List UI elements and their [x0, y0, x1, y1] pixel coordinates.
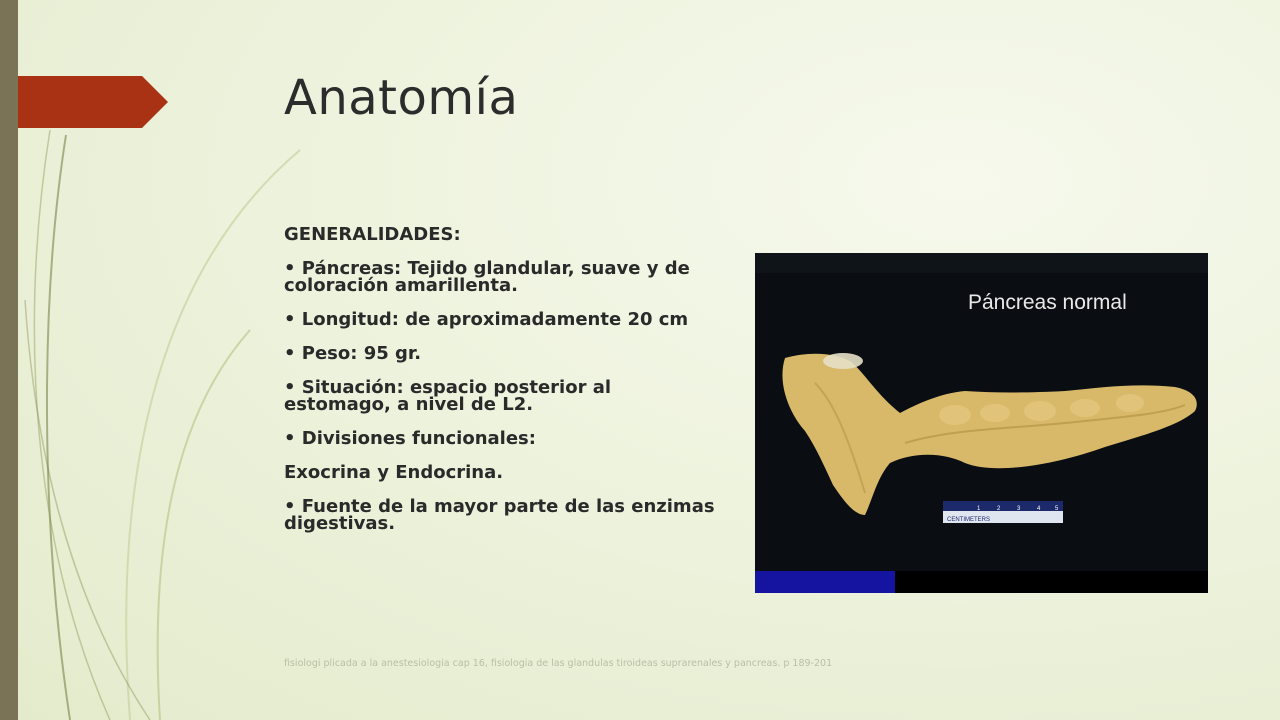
ruler-number: 2 [997, 506, 1001, 512]
photo-caption: Páncreas normal [968, 291, 1127, 314]
bullet-item: • Peso: 95 gr. [284, 343, 422, 364]
measurement-ruler [943, 501, 1063, 523]
title-accent-arrow [18, 76, 168, 128]
bullet-item: • Páncreas: Tejido glandular, suave y de coloración amarillenta. [284, 258, 690, 296]
ruler-label: CENTIMETERS [947, 517, 991, 523]
footnote-citation: fisiologi plicada a la anestesiologia cap 16, fisiologia de las glandulas tiroideas suprarenales y pancreas. p 189-201 [284, 658, 833, 669]
ruler-number: 4 [1037, 506, 1041, 512]
slide-title: Anatomía [284, 70, 519, 126]
pancreas-photo [755, 253, 1208, 593]
ruler-number: 5 [1055, 506, 1059, 512]
bullet-item: • Fuente de la mayor parte de las enzimas digestivas. [284, 496, 715, 534]
bullet-item: • Situación: espacio posterior al estomago, a nivel de L2. [284, 377, 612, 415]
bullet-item: • Longitud: de aproximadamente 20 cm [284, 309, 689, 330]
ruler-number: 3 [1017, 506, 1021, 512]
section-heading: GENERALIDADES: [284, 224, 461, 245]
plain-item: Exocrina y Endocrina. [284, 462, 504, 483]
slide-body [284, 226, 724, 549]
bullet-item: • Divisiones funcionales: [284, 428, 536, 449]
ruler-number: 1 [977, 506, 981, 512]
